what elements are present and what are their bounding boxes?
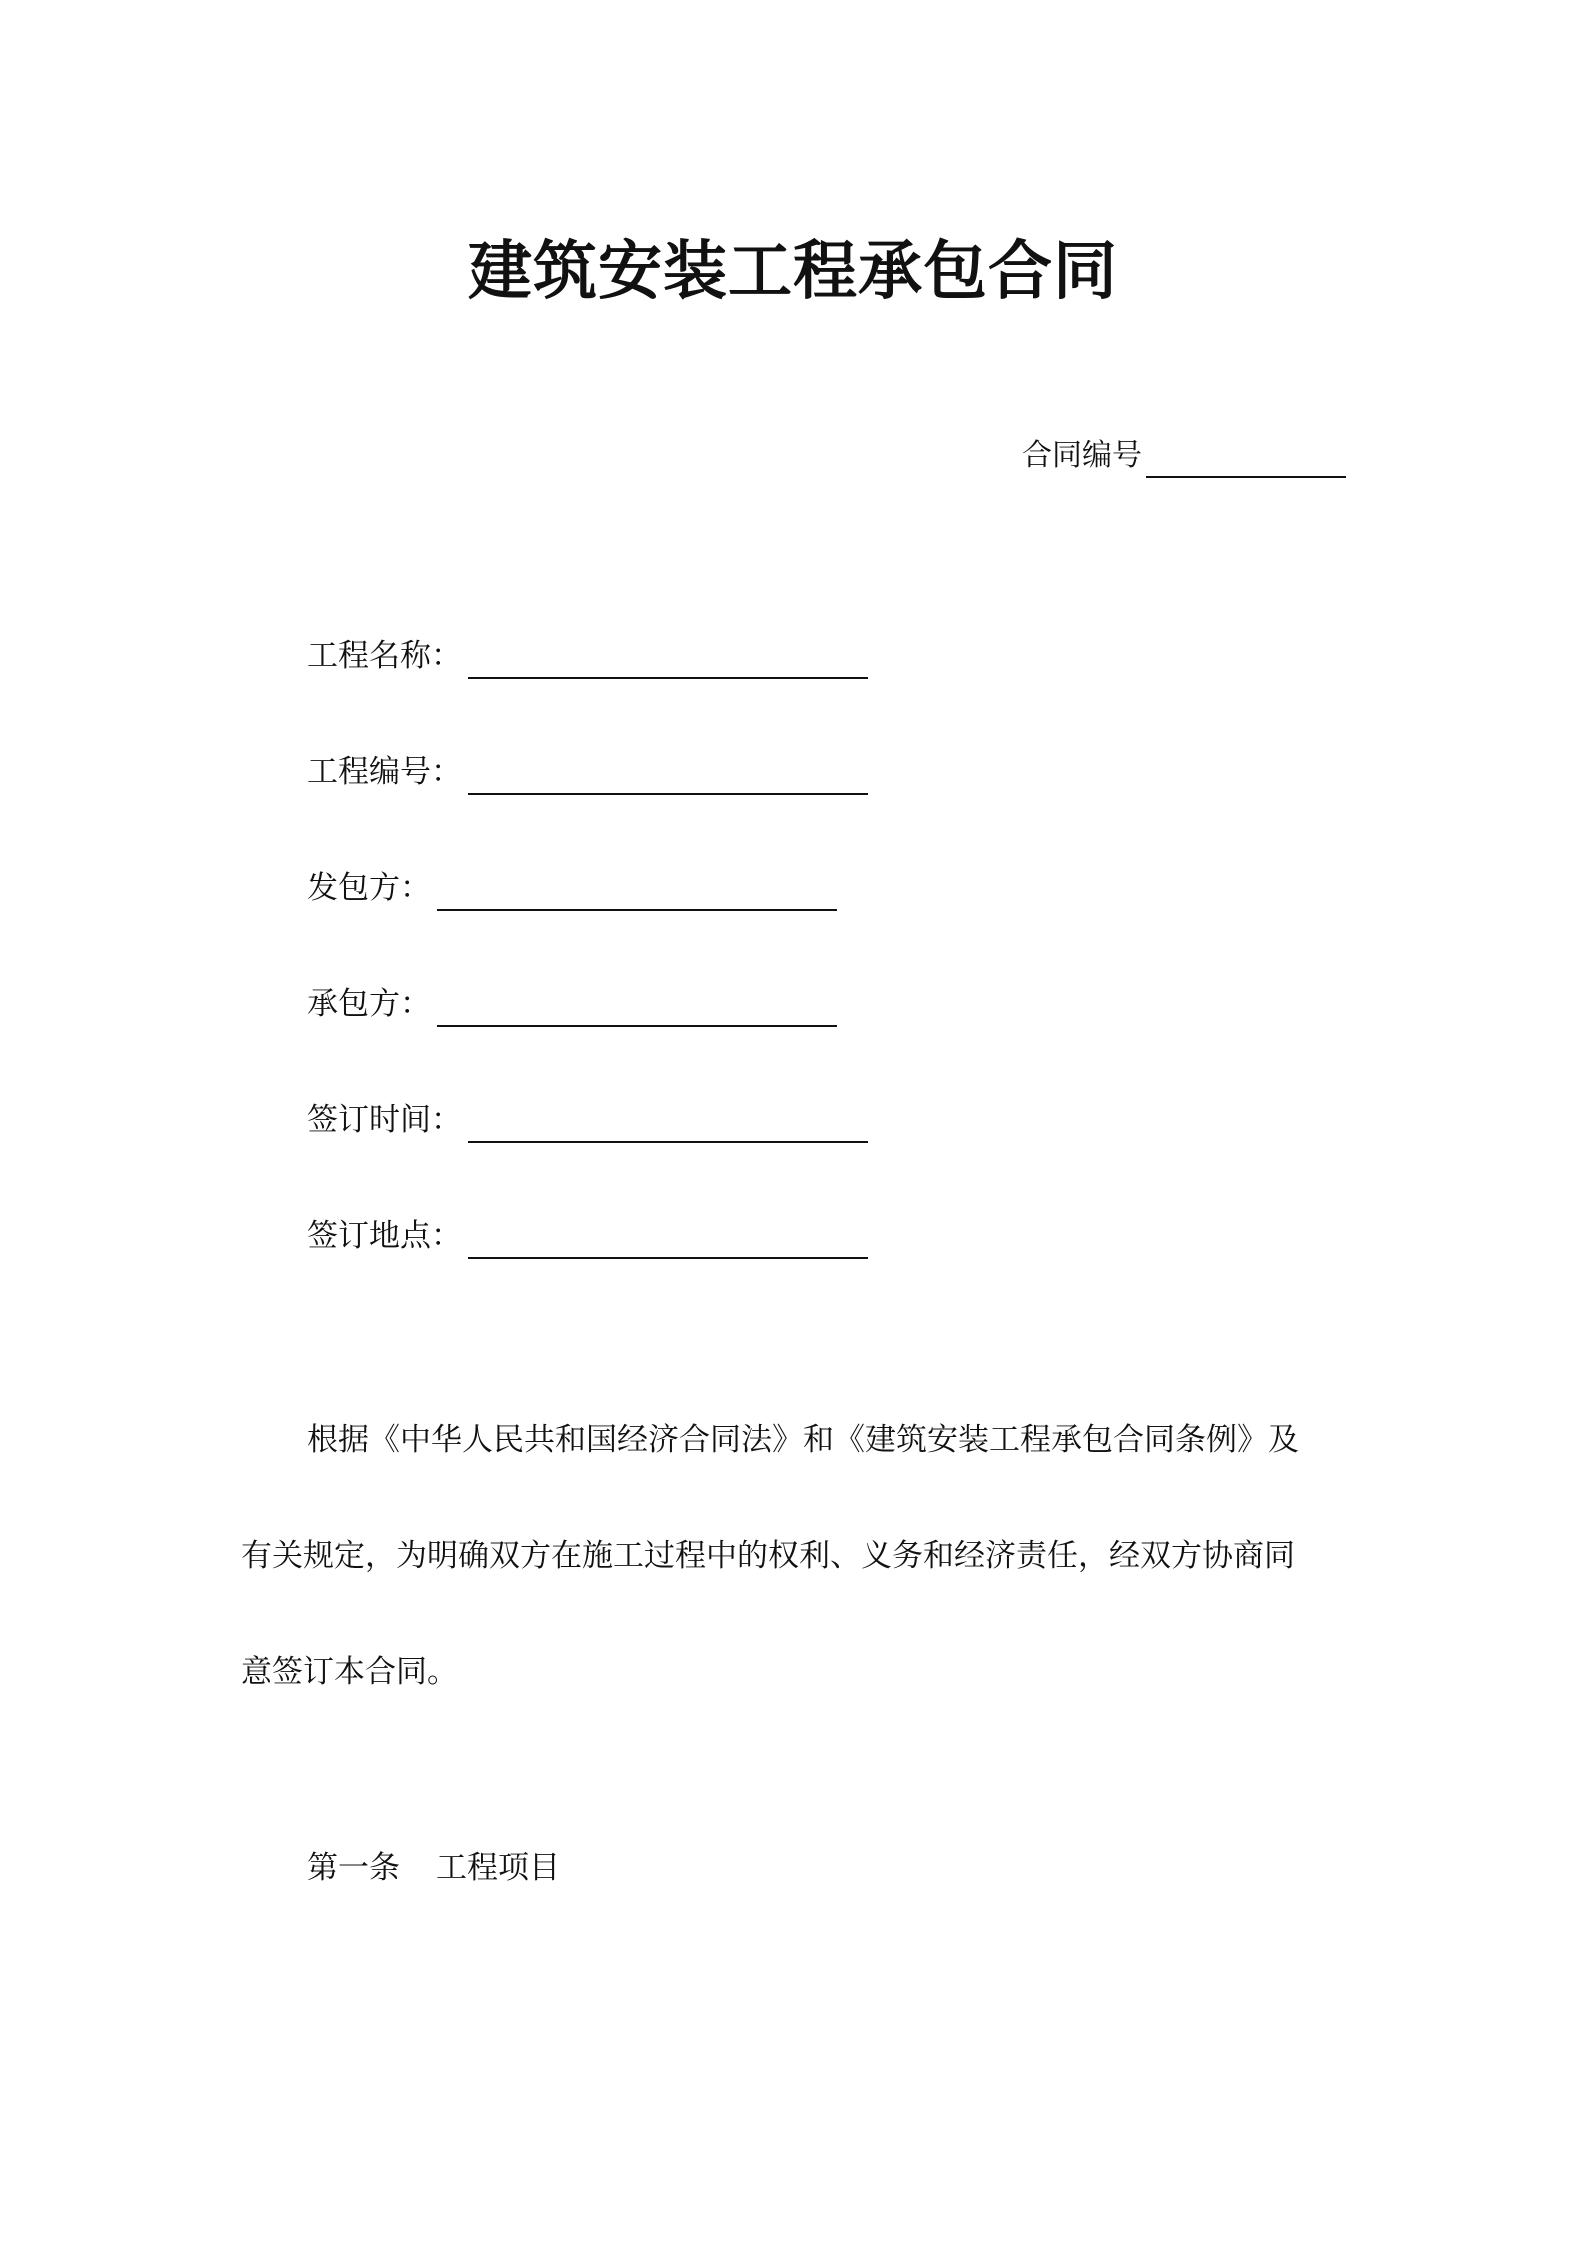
project-name-blank[interactable] — [468, 643, 868, 679]
signing-date-blank[interactable] — [468, 1107, 868, 1143]
field-label: 发包方： — [307, 870, 431, 906]
document-title: 建筑安装工程承包合同 — [468, 235, 1118, 309]
field-employer — [307, 865, 837, 911]
field-label: 承包方： — [307, 986, 431, 1022]
field-signing-place — [307, 1213, 868, 1259]
field-project-number — [307, 749, 868, 795]
article-number: 第一条 — [307, 1850, 400, 1886]
contract-number-line — [1022, 434, 1346, 478]
field-label: 工程名称： — [307, 638, 462, 674]
article-1-heading — [307, 1845, 560, 1891]
field-signing-date — [307, 1097, 868, 1143]
field-label: 签订时间： — [307, 1102, 462, 1138]
project-number-blank[interactable] — [468, 759, 868, 795]
field-label: 工程编号： — [307, 754, 462, 790]
field-label: 签订地点： — [307, 1218, 462, 1254]
employer-blank[interactable] — [437, 875, 837, 911]
preamble-line-1: 根据《中华人民共和国经济合同法》和《建筑安装工程承包合同条例》及 — [307, 1422, 1299, 1458]
contract-number-blank[interactable] — [1146, 442, 1346, 478]
preamble-line-3: 意签订本合同。 — [241, 1654, 458, 1690]
contract-number-label: 合同编号 — [1022, 438, 1142, 473]
field-contractor — [307, 981, 837, 1027]
contractor-blank[interactable] — [437, 991, 837, 1027]
signing-place-blank[interactable] — [468, 1223, 868, 1259]
preamble-line-2: 有关规定，为明确双方在施工过程中的权利、义务和经济责任，经双方协商同 — [241, 1538, 1295, 1574]
field-project-name — [307, 633, 868, 679]
article-title: 工程项目 — [436, 1850, 560, 1886]
